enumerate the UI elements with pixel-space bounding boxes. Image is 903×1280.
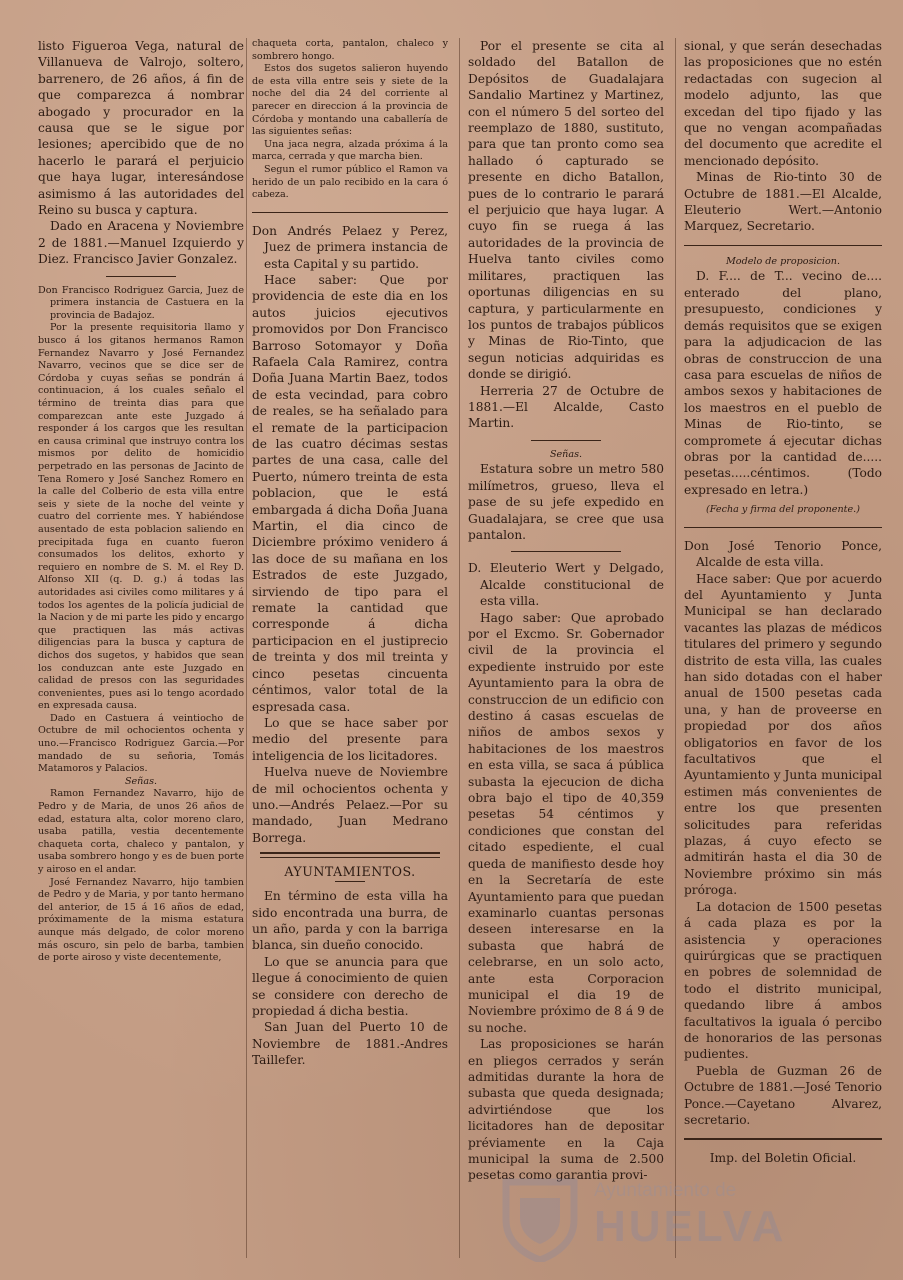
senas-continuation: chaqueta corta, pantalon, chaleco y sombrero hongo.	[252, 38, 448, 62]
salary-text: La dotacion de 1500 pesetas á cada plaza es por la asistencia y operaciones quirúrgicas que se practiquen en pobres de solemnidad de todo el distrito municipal, quedando libre á ambos facultativos la iguala ó percibo de honorarios de las personas pudientes.	[684, 899, 882, 1062]
mayor-heading: D. Eleuterio Wert y Delgado, Alcalde constitucional de esta villa.	[468, 561, 664, 609]
separator	[684, 245, 882, 246]
signature-puebla: Puebla de Guzman 26 de Octubre de 1881.—José Tenorio Ponce.—Cayetano Alvarez, secretario.	[684, 1063, 882, 1127]
requisitoria-text: listo Figueroa Vega, natural de Villanueva de Valrojo, soltero, barrenero, de 26 años, á fin de que comparezca á nombrar abogado y procurador en la causa que se le sigue por lesiones; apercibido que de no hacerlo le parará el perjuicio que haya lugar, interesándose asimismo á las autoridades del Reino su busca y captura.	[38, 39, 244, 218]
soldier-description: Estatura sobre un metro 580 milímetros, grueso, lleva el pase de su jefe expedido en Guadalajara, se cree que usa pantalon.	[468, 462, 664, 542]
senas-heading: Señas.	[549, 448, 583, 460]
column-3	[468, 38, 664, 1263]
vacancies-text: Hace saber: Que por acuerdo del Ayuntamiento y Junta Municipal se han declarado vacantes las plazas de médicos titulares del primero y segundo distrito de esta villa, las cuales han sido dotadas con el haber anual de 1500 pesetas cada una, y han de proveerse en propiedad por dos años obligatorios en favor de los facultativos que el Ayuntamiento y Junta municipal estimen más convenientes de entre los que presenten solicitudes para referidas plazas, á cuyo efecto se admitirán hasta el dia 30 de Noviembre próximo sin más próroga.	[684, 571, 882, 898]
model-proposal-text: D. F.... de T... vecino de.... enterado del plano, presupuesto, condiciones y demás requisitos que se exigen para la adjudicacion de las obras de construccion de una casa para escuelas de niños de ambos sexos y habitaciones de los maestros en el pueblo de Minas de Rio-tinto, se compromete á ejecutar dichas obras por la cantidad de..... pesetas.....céntimos. (Todo expresado en letra.)	[684, 269, 882, 497]
signature-herreria: Herreria 27 de Octubre de 1881.—El Alcalde, Casto Martin.	[468, 383, 664, 431]
column-1	[38, 38, 244, 1263]
horse-description: Una jaca negra, alzada próxima á la marca, cerrada y que marcha bien.	[252, 138, 448, 163]
watermark-line-1: Ayuntamiento de	[594, 1180, 737, 1201]
signature-san-juan: San Juan del Puerto 10 de Noviembre de 1881.-Andres Taillefer.	[252, 1020, 448, 1068]
judge-heading: Don Francisco Rodriguez Garcia, Juez de primera instancia de Castuera en la provincia de Badajoz.	[38, 284, 244, 321]
section-heading: AYUNTAMIENTOS.	[284, 864, 416, 880]
signature-huelva: Huelva nueve de Noviembre de mil ochocientos ochenta y uno.—Andrés Pelaez.—Por su mandado, Juan Medrano Borrega.	[252, 765, 448, 845]
column-rule	[675, 38, 676, 1258]
senas-ramon: Ramon Fernandez Navarro, hijo de Pedro y de Maria, de unos 26 años de edad, estatura alta, color moreno claro, usaba patilla, vestia decentemente chaqueta corta, chaleco y pantalon, y usaba sombrero hongo y es de buen porte y airoso en el andar.	[38, 788, 244, 875]
found-donkey-text: En término de esta villa ha sido encontrada una burra, de un año, parda y con la barriga blanca, sin dueño conocido.	[252, 889, 448, 953]
rumor-text: Segun el rumor público el Ramon va herido de un palo recibido en la cara ó cabeza.	[252, 163, 448, 201]
proposals-text: Las proposiciones se harán en pliegos cerrados y serán admitidas durante la hora de subasta que queda designada; advirtiéndose que los licitadores han de depositar préviamente en la Caja municipal la suma de 2.500 pesetas como garantia provi-	[468, 1037, 664, 1183]
signature-castuera: Dado en Castuera á veintiocho de Octubre de mil ochocientos ochenta y uno.—Francisco Rodriguez Garcia.—Por mandado de su señoria, Tomás Matamoros y Palacios.	[38, 712, 244, 775]
signature-aracena: Dado en Aracena y Noviembre 2 de 1881.—Manuel Izquierdo y Diez. Francisco Javier Gonzalez.	[38, 219, 244, 267]
edict-text: Hace saber: Que por providencia de este dia en los autos juicios ejecutivos promovidos por Don Francisco Barroso Sotomayor y Doña Rafaela Cala Ramirez, contra Doña Juana Martin Baez, todos de esta vecindad, para cobro de reales, se ha señalado para el remate de la participacion de las cuatro décimas sestas partes de una casa, calle del Puerto, número treinta de esta poblacion, que le está embargada á dicha Doña Juana Martin, el dia cinco de Diciembre próximo venidero á las doce de su mañana en los Estrados de este Juzgado, sirviendo de tipo para el remate la cantidad que corresponde á dicha participacion en el justiprecio de treinta y dos mil treinta y cinco pesetas cincuenta céntimos, valor total de la espresada casa.	[252, 272, 448, 714]
senas-heading: Señas.	[124, 775, 158, 787]
column-rule	[246, 38, 247, 1258]
separator	[511, 551, 621, 552]
separator	[684, 1138, 882, 1140]
notice-text: Lo que se hace saber por medio del presente para inteligencia de los licitadores.	[252, 715, 448, 763]
separator	[684, 527, 882, 528]
signature-minas: Minas de Rio-tinto 30 de Octubre de 1881.—El Alcalde, Eleuterio Wert.—Antonio Marquez, Secretario.	[684, 170, 882, 234]
citation-text: Por el presente se cita al soldado del Batallon de Depósitos de Guadalajara Sandalio Martinez y Martinez, con el número 5 del sorteo del reemplazo de 1880, sustituto, para que tan pronto como sea hallado ó capturado se presente en dicho Batallon, pues de lo contrario le parará el perjuicio que haya lugar. A cuyo fin se ruega á las autoridades de la provincia de Huelva tanto civiles como militares, practiquen las oportunas diligencias en su captura, y particularmente en los puntos de trabajos públicos y Minas de Rio-Tinto, que segun noticias adquiridas es donde se dirigió.	[468, 39, 664, 382]
column-2	[252, 38, 448, 1263]
double-separator	[260, 852, 440, 858]
separator	[335, 881, 365, 882]
mayor-heading-puebla: Don José Tenorio Ponce, Alcalde de esta villa.	[684, 538, 882, 570]
separator	[252, 212, 448, 213]
date-signature-note: (Fecha y firma del proponente.)	[706, 504, 860, 516]
judge-heading-huelva: Don Andrés Pelaez y Perez, Juez de primera instancia de esta Capital y su partido.	[252, 223, 448, 271]
printer-imprint: Imp. del Boletin Oficial.	[709, 1151, 857, 1166]
column-rule	[459, 38, 460, 1258]
requisitoria-body: Por la presente requisitoria llamo y busco á los gitanos hermanos Ramon Fernandez Navarro y José Fernandez Navarro, vecinos que se dice ser de Córdoba y cuyas señas se pondrán á continuacion, á los cuales señalo el término de treinta dias para que comparezcan ante este Juzgado á responder á los cargos que les resultan en causa criminal que instruyo contra los mismos por delito de homicidio perpetrado en las personas de Jacinto de Tena Romero y José Sanchez Romero en la calle del Colberio de esta villa entre seis y siete de la noche del veinte y cuatro del corriente mes. Y habiéndose ausentado de esta poblacion saliendo en precipitada fuga en cuanto fueron consumados los delitos, exhorto y requiero en nombre de S. M. el Rey D. Alfonso XII (q. D. g.) á todas las autoridades asi civiles como militares y á todos los agentes de la policía judicial de la Nacion y de mi parte les pido y encargo que practiquen las más activas diligencias para la busca y captura de dichos dos sugetos, y habidos que sean los conduzcan ante este Juzgado en calidad de presos con las seguridades convenientes, pues asi lo tengo acordado en expresada causa.	[38, 322, 244, 712]
separator	[106, 276, 176, 277]
auction-continuation: sional, y que serán desechadas las proposiciones que no estén redactadas con sugecion al modelo adjunto, las que excedan del tipo fijado y las que no vengan acompañadas del documento que acredite el mencionado depósito.	[684, 39, 882, 168]
watermark-line-2: HUELVA	[594, 1202, 787, 1251]
announcement-text: Lo que se anuncia para que llegue á conocimiento de quien se considere con derecho de propiedad á dicha bestia.	[252, 954, 448, 1018]
separator	[531, 440, 601, 441]
senas-jose: José Fernandez Navarro, hijo tambien de Pedro y de Maria, y por tanto hermano del anterior, de 15 á 16 años de edad, próximamente de la misma estatura aunque más delgado, de color moreno más oscuro, sin pelo de barba, tambien de porte airoso y viste decentemente,	[38, 876, 244, 964]
column-4	[684, 38, 882, 1263]
auction-text: Hago saber: Que aprobado por el Excmo. Sr. Gobernador civil de la provincia el expediente instruido por este Ayuntamiento para la obra de construccion de un edificio con destino á casas escuelas de niños de ambos sexos y habitaciones de los maestros en esta villa, se saca á pública subasta la ejecucion de dicha obra bajo el tipo de 40,359 pesetas 54 céntimos y condiciones que constan del citado espediente, el cual queda de manifiesto desde hoy en la Secretaría de este Ayuntamiento para que puedan examinarlo cuantas personas deseen interesarse en la subasta que habrá de celebrarse, en un solo acto, ante esta Corporacion municipal el dia 19 de Noviembre próximo de 8 á 9 de su noche.	[468, 610, 664, 1035]
model-heading: Modelo de proposicion.	[725, 255, 841, 267]
fugitives-text: Estos dos sugetos salieron huyendo de esta villa entre seis y siete de la noche del dia 24 del corriente al parecer en direccion á la provincia de Córdoba y montando una caballería de las siguientes señas:	[252, 63, 448, 138]
